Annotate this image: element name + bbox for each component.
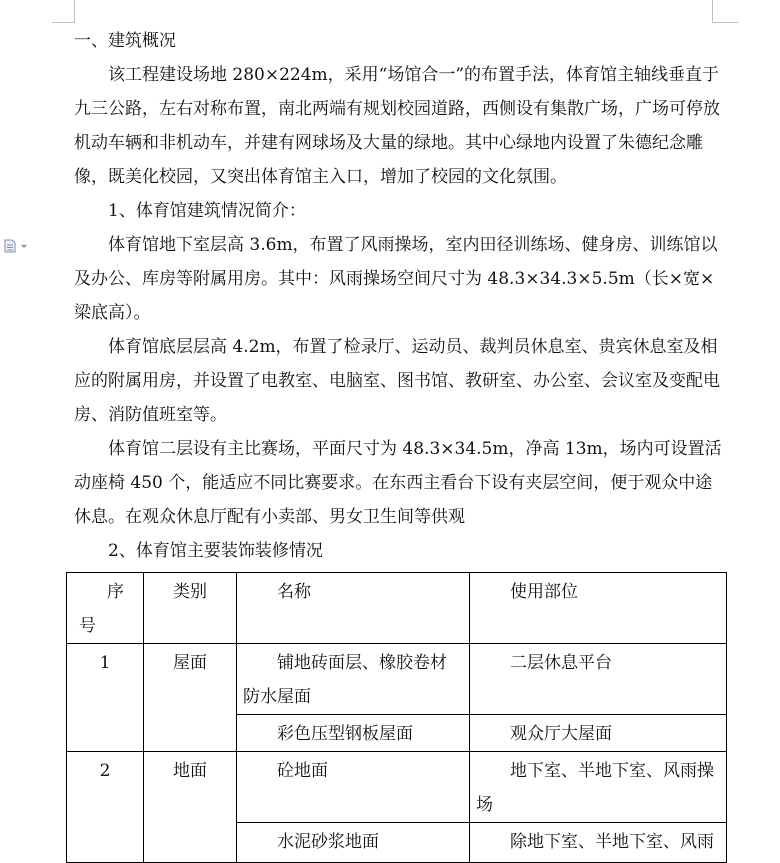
row-num: 1: [67, 644, 144, 752]
table-row: [67, 752, 727, 823]
row-name: 铺地砖面层、橡胶卷材防水屋面: [237, 644, 470, 715]
crop-mark-right-horizontal: [712, 22, 738, 23]
row-num: 2: [67, 752, 144, 863]
second-floor-paragraph: 体育馆二层设有主比赛场，平面尺寸为 48.3×34.5m，净高 13m，场内可设置活动座椅 450 个，能适应不同比赛要求。在东西主看台下设有夹层空间，便于观众中途休息。在观众休息厅配有小卖部、男女卫生间等供观: [74, 439, 722, 527]
document-options-icon[interactable]: [3, 239, 29, 253]
basement-paragraph: 体育馆地下室层高 3.6m，布置了风雨操场，室内田径训练场、健身房、训练馆以及办公、库房等附属用房。其中：风雨操场空间尺寸为 48.3×34.3×5.5m（长×宽×梁底高）。: [74, 235, 718, 323]
intro-paragraph: 该工程建设场地 280×224m，采用“场馆合一”的布置手法，体育馆主轴线垂直于九三公路，左右对称布置，南北两端有规划校园道路，西侧设有集散广场，广场可停放机动车辆和非机动车，并建有网球场及大量的绿地。其中心绿地内设置了朱德纪念雕像，既美化校园，又突出体育馆主入口，增加了校园的文化氛围。: [74, 65, 720, 187]
ground-floor-paragraph: 体育馆底层层高 4.2m，布置了检录厅、运动员、裁判员休息室、贵宾休息室及相应的附属用房，并设置了电教室、电脑室、图书馆、教研室、办公室、会议室及变配电房、消防值班室等。: [74, 337, 720, 425]
header-category: 类别: [144, 573, 237, 644]
subheading-2: 2、体育馆主要装饰装修情况: [108, 541, 323, 561]
row-category: 屋面: [144, 644, 237, 752]
crop-mark-left-vertical: [74, 0, 75, 22]
row-location: 地下室、半地下室、风雨操场: [470, 752, 727, 823]
table-row: [67, 644, 727, 715]
row-category: 地面: [144, 752, 237, 863]
header-name: 名称: [237, 573, 470, 644]
row-name: 彩色压型钢板屋面: [237, 715, 470, 752]
subheading-1: 1、体育馆建筑情况简介：: [108, 201, 306, 221]
crop-mark-right-vertical: [712, 0, 713, 22]
header-location: 使用部位: [470, 573, 727, 644]
document-body: [74, 24, 724, 568]
row-location: 观众厅大屋面: [470, 715, 727, 752]
row-name: 砼地面: [237, 752, 470, 823]
header-num: 序号: [67, 573, 144, 644]
row-location: 除地下室、半地下室、风雨: [470, 823, 727, 863]
crop-mark-left-horizontal: [52, 22, 75, 23]
table-header-row: [67, 573, 727, 644]
row-name: 水泥砂浆地面: [237, 823, 470, 863]
row-location: 二层休息平台: [470, 644, 727, 715]
decoration-table: [66, 572, 727, 863]
section-heading: 一、建筑概况: [74, 31, 176, 51]
